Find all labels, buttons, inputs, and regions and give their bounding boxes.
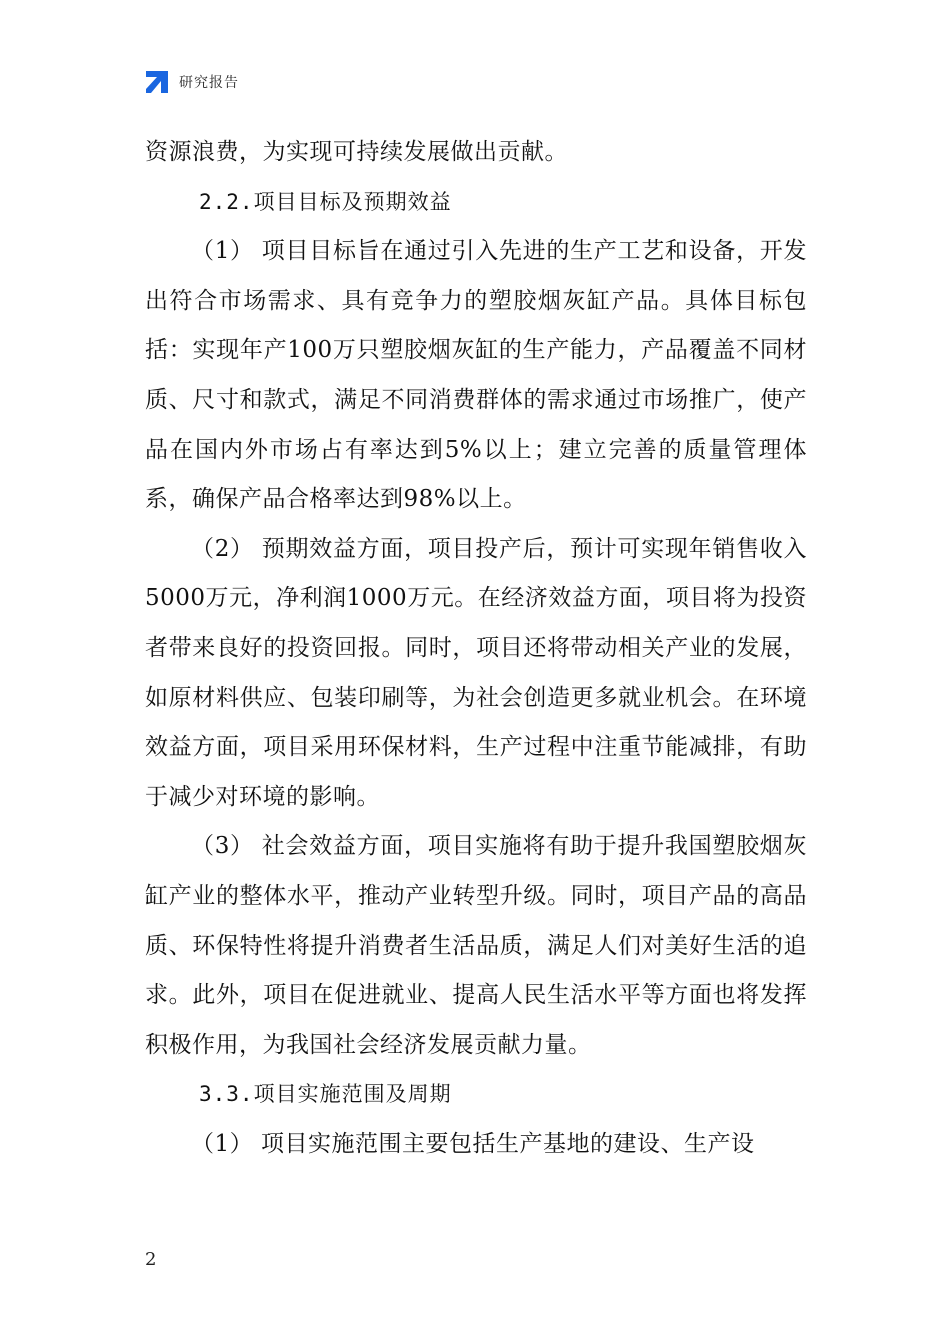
page-number: 2 [145, 1249, 157, 1270]
paragraph-expected-benefits: （2） 预期效益方面，项目投产后，预计可实现年销售收入5000万元，净利润1000万元。在经济效益方面，项目将为投资者带来良好的投资回报。同时，项目还将带动相关产业的发展，如原材料供应、包装印刷等，为社会创造更多就业机会。在环境效益方面，项目采用环保材料，生产过程中注重节能减排，有助于减少对环境的影响。 [145, 535, 807, 810]
paragraph-implementation-scope: （1） 项目实施范围主要包括生产基地的建设、生产设 [191, 1130, 755, 1157]
section-heading-3-3: 3.3.项目实施范围及周期 [199, 1082, 452, 1107]
paragraph-continuation: 资源浪费，为实现可持续发展做出贡献。 [145, 139, 568, 165]
document-body [145, 128, 807, 1169]
paragraph-social-benefits: （3） 社会效益方面，项目实施将有助于提升我国塑胶烟灰缸产业的整体水平，推动产业转型升级。同时，项目产品的高品质、环保特性将提升消费者生活品质，满足人们对美好生活的追求。此外，项目在促进就业、提高人民生活水平等方面也将发挥积极作用，为我国社会经济发展贡献力量。 [145, 833, 807, 1058]
paragraph-project-goals: （1） 项目目标旨在通过引入先进的生产工艺和设备，开发出符合市场需求、具有竞争力的塑胶烟灰缸产品。具体目标包括：实现年产100万只塑胶烟灰缸的生产能力，产品覆盖不同材质、尺寸和款式，满足不同消费群体的需求通过市场推广，使产品在国内外市场占有率达到5%以上；建立完善的质量管理体系，确保产品合格率达到98%以上。 [145, 238, 807, 513]
arrow-up-right-logo-icon [143, 68, 171, 96]
header-title: 研究报告 [179, 75, 239, 91]
section-heading-2-2: 2.2.项目目标及预期效益 [199, 189, 452, 214]
report-header [143, 68, 239, 96]
